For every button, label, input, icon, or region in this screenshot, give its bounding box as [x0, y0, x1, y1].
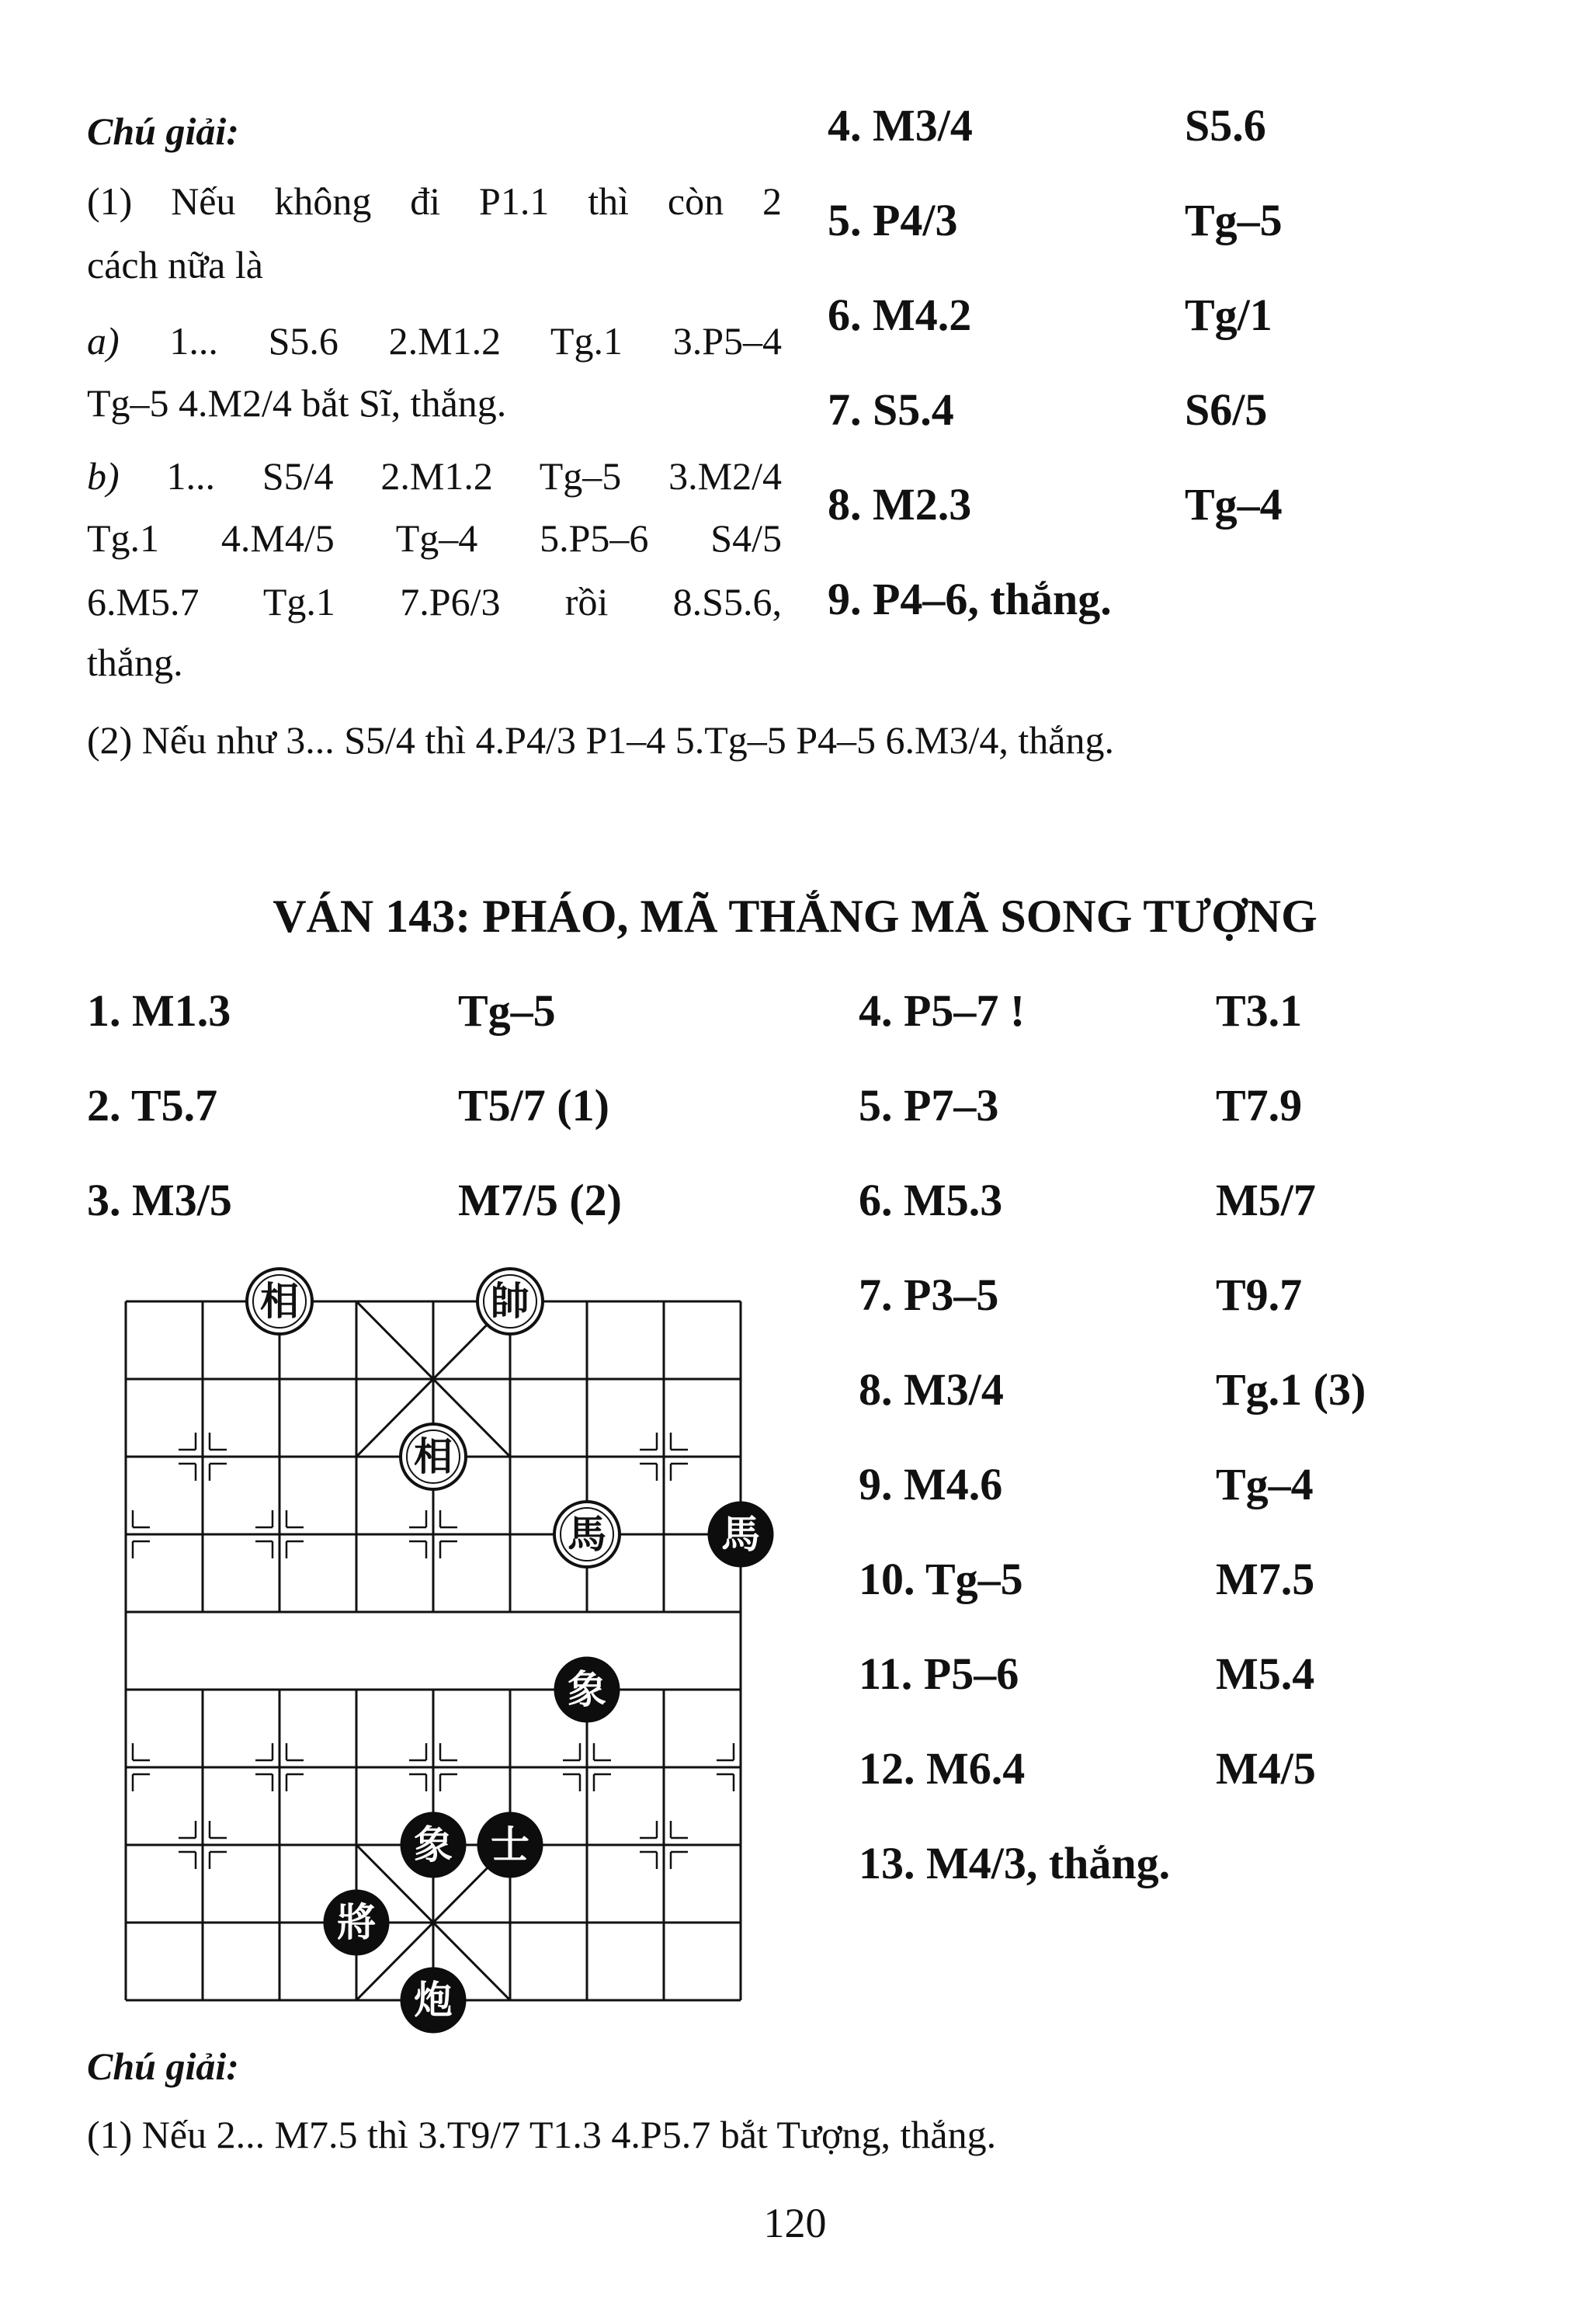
top-move: 5. P4/3	[828, 195, 958, 245]
left-reply: T5/7 (1)	[458, 1080, 609, 1131]
piece-char: 士	[491, 1822, 529, 1867]
right-move: 6. M5.3	[859, 1175, 1003, 1225]
note-b-line2: Tg.1 4.M4/5 Tg–4 5.P5–6 S4/5	[87, 516, 782, 560]
left-move: 3. M3/5	[87, 1175, 232, 1225]
xiangqi-board	[78, 1242, 807, 2050]
red-piece	[554, 1502, 620, 1567]
black-piece	[477, 1812, 543, 1878]
right-move: 7. P3–5	[859, 1270, 999, 1320]
top-move: 4. M3/4	[828, 100, 973, 151]
piece-char: 相	[414, 1434, 453, 1479]
piece-char: 象	[414, 1822, 453, 1867]
note-2: (2) Nếu như 3... S5/4 thì 4.P4/3 P1–4 5.Tg–5 P4–5 6.M3/4, thắng.	[87, 718, 1114, 762]
left-move: 2. T5.7	[87, 1080, 218, 1131]
black-piece	[401, 1968, 466, 2033]
note-b-line1: b) 1... S5/4 2.M1.2 Tg–5 3.M2/4	[87, 454, 782, 498]
piece-char: 將	[337, 1900, 376, 1945]
right-move: 10. Tg–5	[859, 1554, 1023, 1604]
note-1-cont: cách nữa là	[87, 243, 263, 287]
right-move: 8. M3/4	[859, 1364, 1004, 1415]
right-reply: T9.7	[1216, 1270, 1303, 1320]
left-move: 1. M1.3	[87, 985, 231, 1036]
right-reply: M5.4	[1216, 1648, 1315, 1699]
game-title: VÁN 143: PHÁO, MÃ THẮNG MÃ SONG TƯỢNG	[273, 891, 1317, 942]
piece-char: 炮	[414, 1978, 453, 2023]
page-number: 120	[763, 2200, 827, 2246]
right-move: 9. M4.6	[859, 1459, 1003, 1509]
note-1: (1) Nếu không đi P1.1 thì còn 2	[87, 179, 782, 223]
right-reply: Tg.1 (3)	[1216, 1364, 1366, 1415]
note-a-line1: a) 1... S5.6 2.M1.2 Tg.1 3.P5–4	[87, 319, 783, 363]
right-reply: M7.5	[1216, 1554, 1315, 1604]
red-piece	[401, 1424, 466, 1489]
right-reply: M4/5	[1216, 1743, 1316, 1794]
left-reply: Tg–5	[458, 985, 556, 1036]
right-move: 13. M4/3, thắng.	[859, 1838, 1171, 1888]
black-piece	[324, 1890, 389, 1955]
piece-char: 馬	[721, 1512, 760, 1557]
right-reply: Tg–4	[1216, 1459, 1314, 1509]
note-title: Chú giải:	[87, 109, 239, 153]
right-reply: T3.1	[1216, 985, 1303, 1036]
top-reply: S6/5	[1185, 384, 1268, 435]
black-piece	[554, 1657, 620, 1722]
right-move: 11. P5–6	[859, 1648, 1019, 1699]
black-piece	[708, 1502, 773, 1567]
top-move: 7. S5.4	[828, 384, 954, 435]
note-b-line4: thắng.	[87, 641, 183, 684]
note-b-line3: 6.M5.7 Tg.1 7.P6/3 rồi 8.S5.6,	[87, 580, 782, 624]
right-reply: T7.9	[1216, 1080, 1303, 1131]
right-move: 12. M6.4	[859, 1743, 1026, 1794]
top-reply: Tg–5	[1185, 195, 1283, 245]
top-move: 6. M4.2	[828, 290, 972, 340]
piece-char: 馬	[568, 1512, 606, 1557]
right-move: 4. P5–7 !	[859, 985, 1026, 1036]
top-reply: S5.6	[1185, 100, 1266, 151]
top-move: 9. P4–6, thắng.	[828, 574, 1112, 624]
top-reply: Tg/1	[1185, 290, 1272, 340]
piece-char: 帥	[491, 1279, 529, 1324]
black-piece	[401, 1812, 466, 1878]
right-move: 5. P7–3	[859, 1080, 999, 1131]
red-piece	[477, 1269, 543, 1334]
piece-char: 象	[568, 1667, 606, 1712]
left-reply: M7/5 (2)	[458, 1175, 622, 1225]
note-a-line2: Tg–5 4.M2/4 bắt Sĩ, thắng.	[87, 381, 507, 425]
piece-char: 相	[260, 1279, 299, 1324]
top-reply: Tg–4	[1185, 479, 1283, 530]
top-move: 8. M2.3	[828, 479, 972, 530]
game-note-1: (1) Nếu 2... M7.5 thì 3.T9/7 T1.3 4.P5.7 bắt Tượng, thắng.	[87, 2113, 997, 2156]
game-note-title: Chú giải:	[87, 2044, 239, 2088]
red-piece	[247, 1269, 312, 1334]
right-reply: M5/7	[1216, 1175, 1316, 1225]
